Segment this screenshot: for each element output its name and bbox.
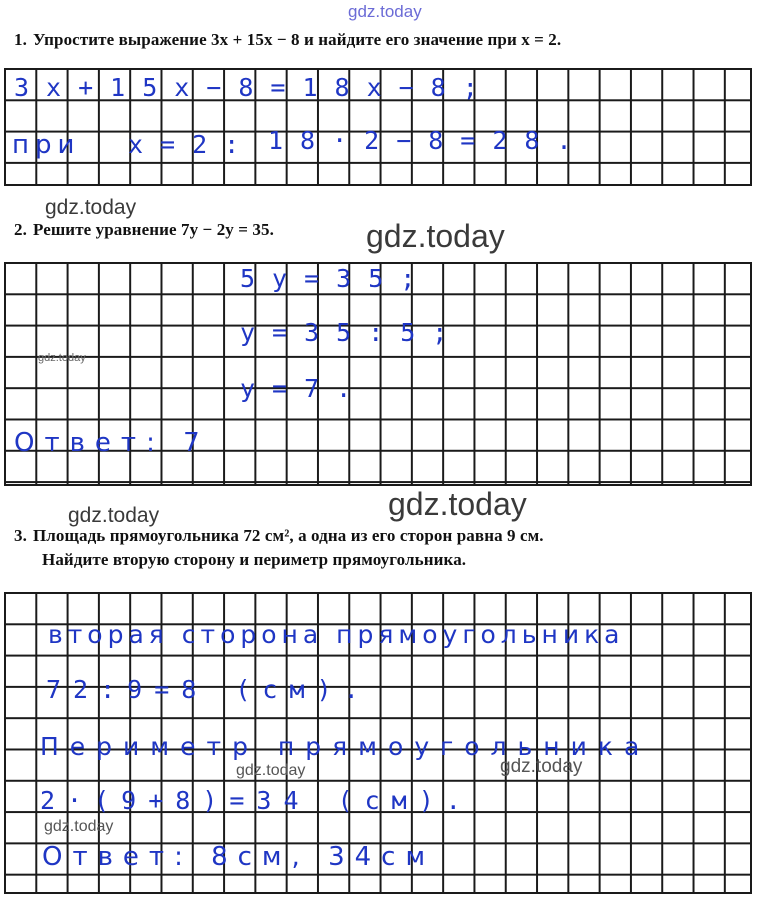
task-3-line-4: 2·(9+8)=34 (см). bbox=[40, 786, 473, 815]
task-3-statement-line-1 bbox=[14, 526, 544, 546]
task-1-line-2-prefix: при bbox=[12, 130, 81, 160]
watermark-2: gdz.today bbox=[366, 218, 505, 254]
task-3-text-line-1: Площадь прямоугольника 72 см², а одна из его сторон равна 9 см. bbox=[32, 526, 544, 545]
task-2-text: Решите уравнение 7y − 2y = 35. bbox=[32, 220, 274, 239]
task-1-number: 1. bbox=[14, 30, 27, 49]
watermark-5: gdz.today bbox=[68, 504, 160, 527]
task-2-answer: Ответ: 7 bbox=[14, 428, 210, 458]
task-1-line-2-value: x=2: bbox=[128, 130, 257, 159]
task-3-line-1: вторая сторона прямоугольника bbox=[48, 620, 625, 649]
task-3-line-3: Периметр прямоугольника bbox=[40, 732, 651, 761]
watermark-8: gdz.today bbox=[44, 818, 114, 835]
task-1-line-1: 3x+15x−8=18x−8; bbox=[14, 73, 495, 102]
task-1-text: Упростите выражение 3x + 15x − 8 и найдите его значение при x = 2. bbox=[32, 30, 562, 49]
watermark-7: gdz.today bbox=[500, 756, 583, 777]
task-3-statement-line-2 bbox=[42, 550, 466, 570]
watermark-top: gdz.today bbox=[348, 2, 422, 21]
task-1-statement bbox=[14, 30, 561, 50]
task-3-line-2: 72:9=8 (см). bbox=[46, 675, 371, 704]
task-3-number: 3. bbox=[14, 526, 27, 545]
task-2-number: 2. bbox=[14, 220, 27, 239]
task-3-text-line-2: Найдите вторую сторону и периметр прямоугольника. bbox=[42, 550, 467, 569]
task-2-line-1: 5y=35; bbox=[240, 264, 433, 293]
watermark-3: gdz.today bbox=[38, 352, 86, 364]
watermark-1: gdz.today bbox=[45, 196, 137, 219]
task-2-statement bbox=[14, 220, 274, 240]
task-3-answer: Ответ: 8см, 34см bbox=[42, 842, 436, 872]
task-2-line-3: y=7. bbox=[240, 374, 369, 403]
watermark-6: gdz.today bbox=[236, 762, 306, 779]
task-1-line-2-calc: 18·2−8=28. bbox=[268, 126, 589, 155]
task-2-line-2: y=35:5; bbox=[240, 318, 465, 347]
watermark-4: gdz.today bbox=[388, 486, 527, 522]
